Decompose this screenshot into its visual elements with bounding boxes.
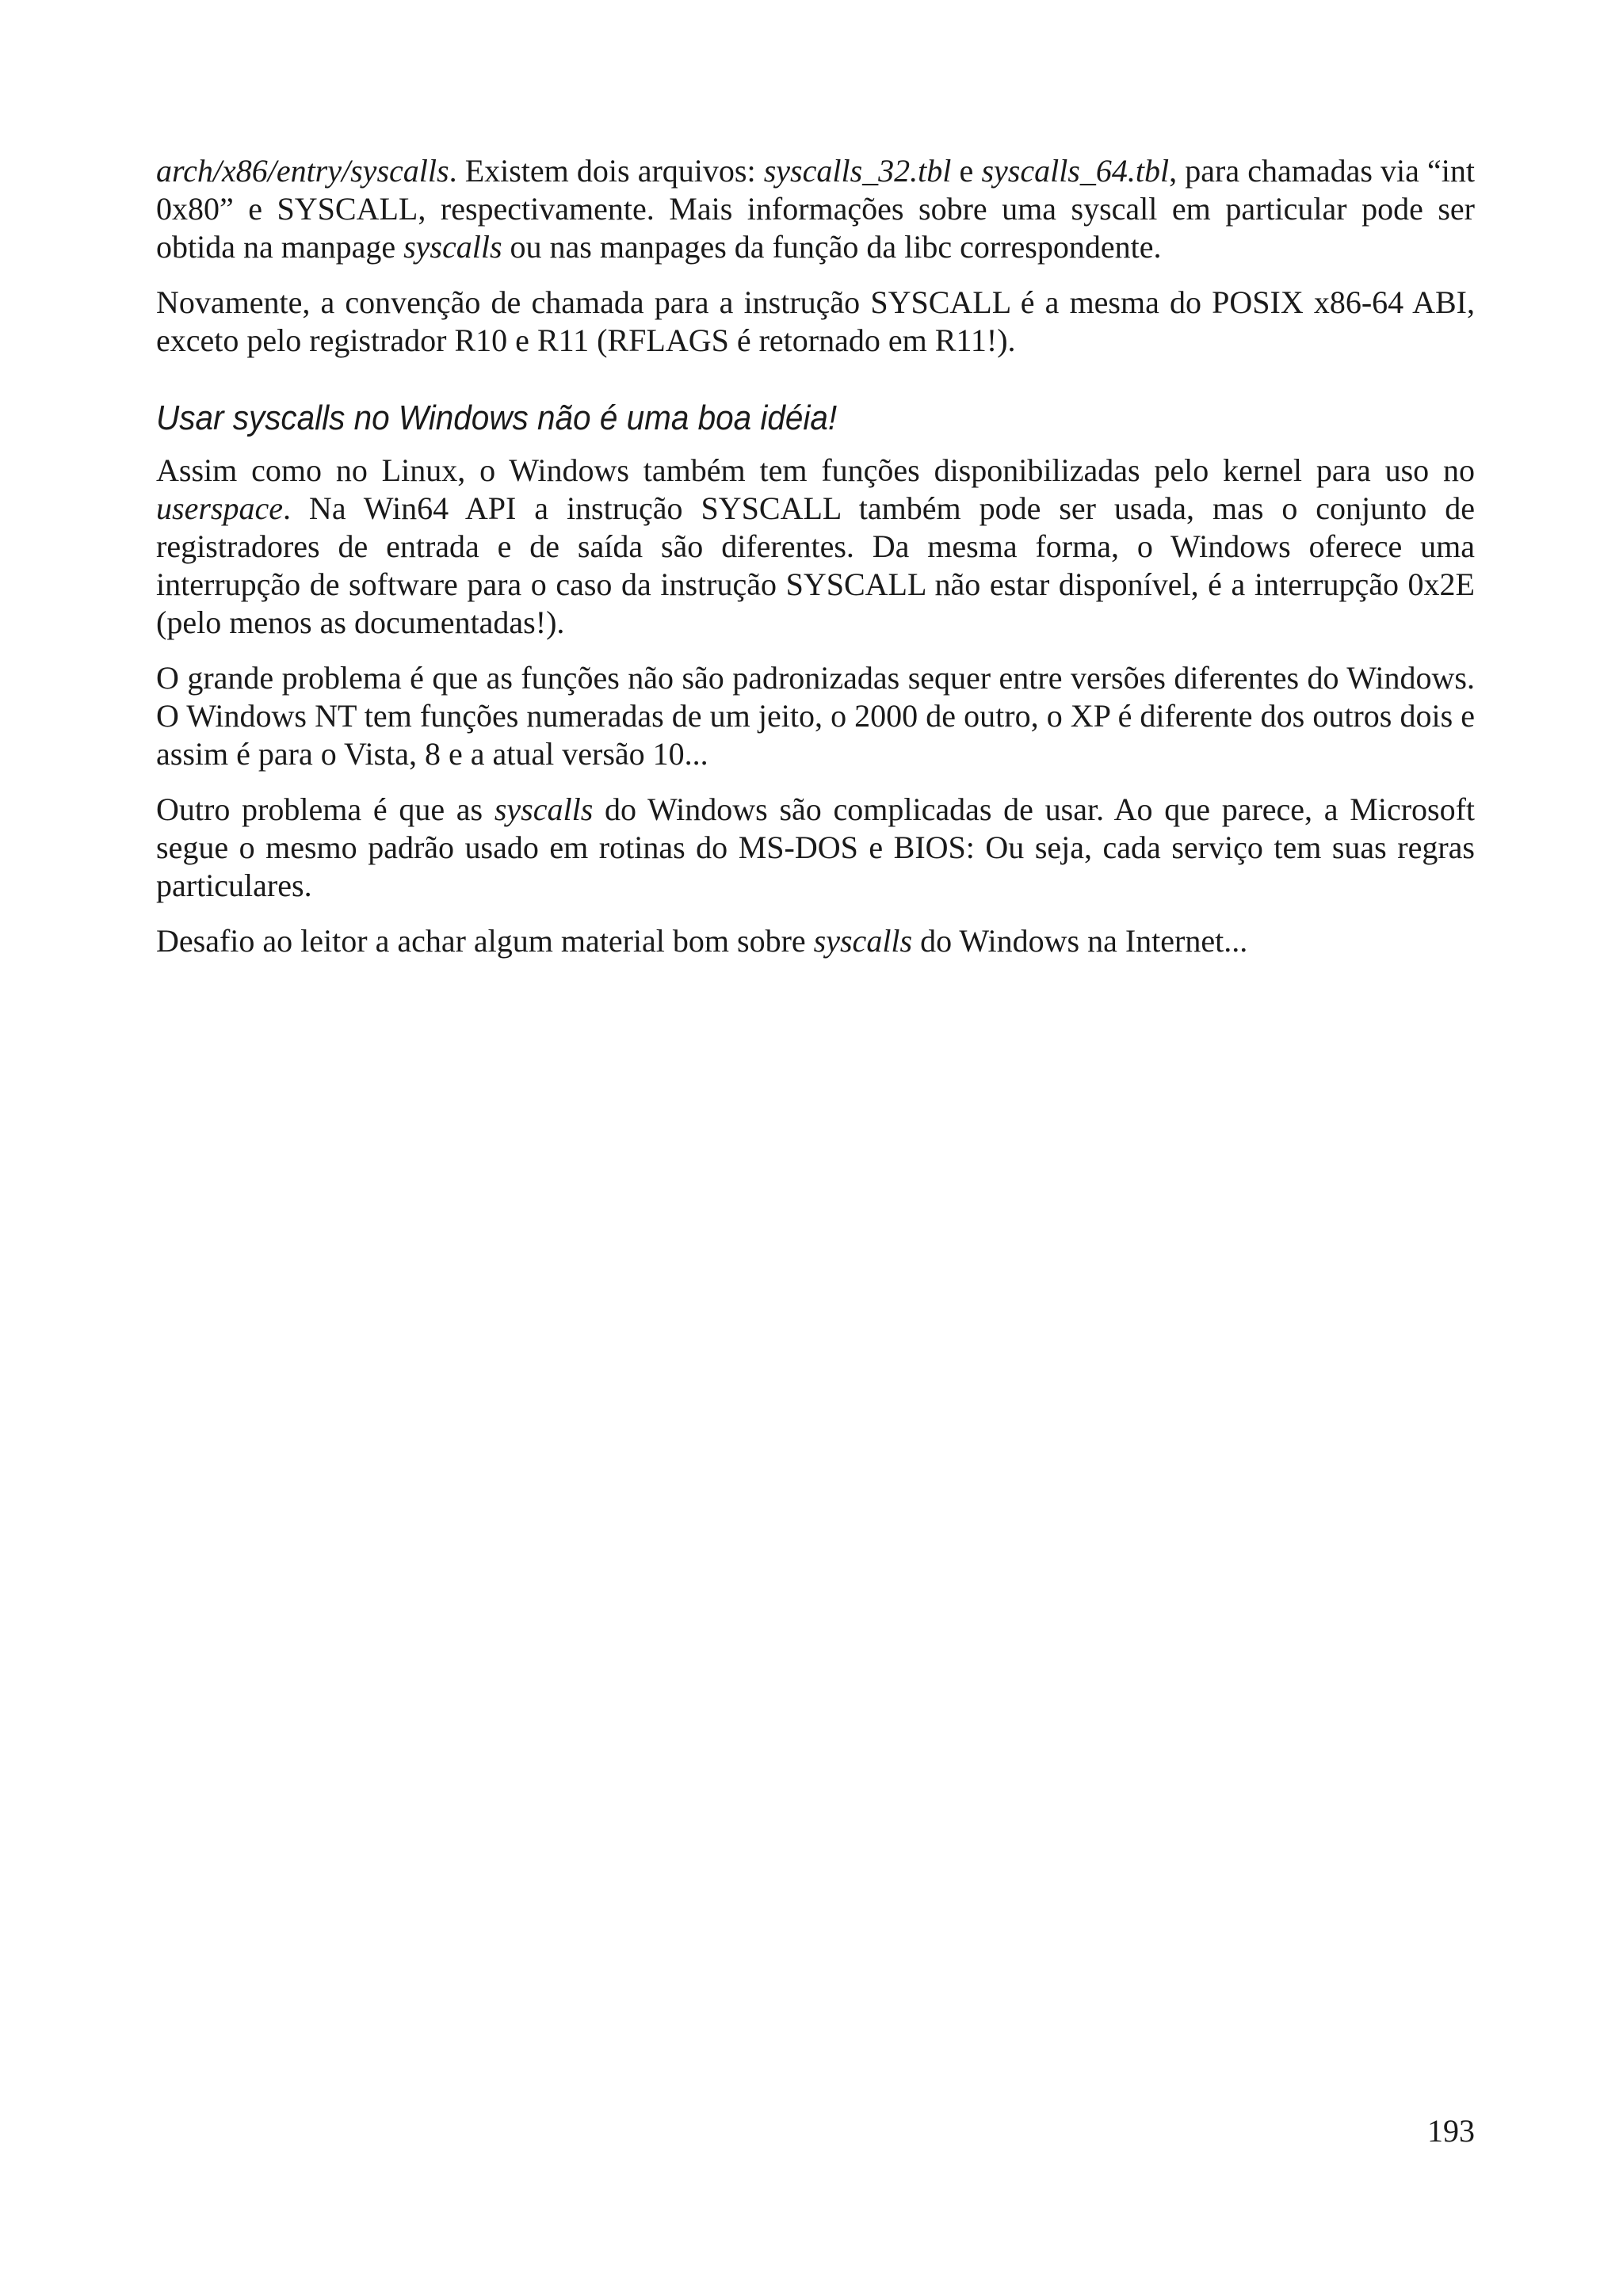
text-run: ou nas manpages da função da libc correspondente. bbox=[502, 229, 1162, 265]
text-run: Desafio ao leitor a achar algum material bom sobre bbox=[156, 923, 814, 959]
italic-term: syscalls bbox=[494, 791, 594, 827]
paragraph-syscall-tables bbox=[156, 152, 1475, 266]
paragraph-windows-kernel-functions bbox=[156, 452, 1475, 642]
section-heading: Usar syscalls no Windows não é uma boa idéia! bbox=[156, 399, 838, 437]
italic-term: syscalls_32.tbl bbox=[763, 153, 952, 189]
italic-term: arch/x86/entry/syscalls bbox=[156, 153, 449, 189]
italic-term: syscalls bbox=[403, 229, 502, 265]
paragraph-windows-complexity bbox=[156, 791, 1475, 905]
text-run: Novamente, a convenção de chamada para a instrução SYSCALL é a mesma do POSIX x86-64 ABI, exceto pelo registrador R10 e R11 (RFLAGS é retornado em R11!). bbox=[156, 284, 1475, 358]
text-run: . Na Win64 API a instrução SYSCALL também pode ser usada, mas o conjunto de registradores de entrada e de saída são diferentes. Da mesma forma, o Windows oferece uma interrupção de software para o caso da instrução SYSCALL não estar disponível, é a interrupção 0x2E (pelo menos as documentadas!). bbox=[156, 490, 1475, 640]
paragraph-windows-versions bbox=[156, 659, 1475, 773]
italic-term: userspace bbox=[156, 490, 283, 526]
text-run: do Windows na Internet... bbox=[912, 923, 1248, 959]
paragraph-reader-challenge bbox=[156, 922, 1475, 960]
text-run: O grande problema é que as funções não são padronizadas sequer entre versões diferentes do Windows. O Windows NT tem funções numeradas de um jeito, o 2000 de outro, o XP é diferente dos outros dois e assim é para o Vista, 8 e a atual versão 10... bbox=[156, 660, 1475, 772]
italic-term: syscalls_64.tbl bbox=[981, 153, 1170, 189]
text-run: Assim como no Linux, o Windows também tem funções disponibilizadas pelo kernel para uso no bbox=[156, 452, 1475, 488]
text-run: . Existem dois arquivos: bbox=[449, 153, 764, 189]
text-run: , para chamadas via “int 0x80” e SYSCALL, respectivamente. Mais informações sobre uma syscall em particular pode ser obtida na manpage bbox=[156, 153, 1476, 265]
italic-term: syscalls bbox=[813, 923, 913, 959]
text-run: do Windows são complicadas de usar. Ao que parece, a Microsoft segue o mesmo padrão usado em rotinas do MS-DOS e BIOS: Ou seja, cada serviço tem suas regras particulares. bbox=[156, 791, 1476, 903]
text-run: Outro problema é que as bbox=[156, 791, 495, 827]
page-content bbox=[156, 152, 1475, 978]
text-run: e bbox=[951, 153, 982, 189]
paragraph-calling-convention bbox=[156, 284, 1475, 360]
page-number: 193 bbox=[1427, 2113, 1475, 2149]
